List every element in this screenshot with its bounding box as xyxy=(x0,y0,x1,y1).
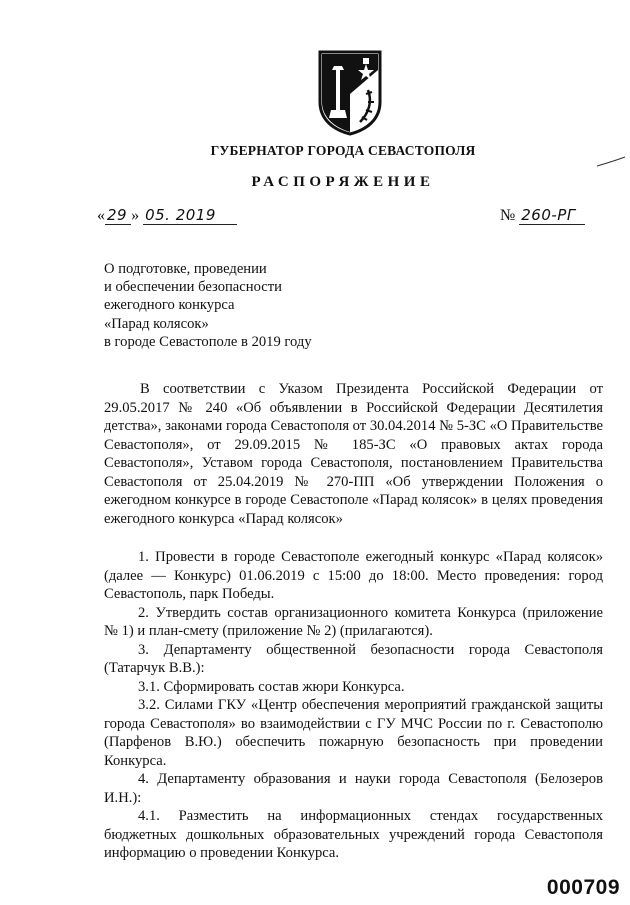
date-day: 29 xyxy=(105,206,131,225)
subject-line: О подготовке, проведении xyxy=(104,261,267,277)
decree-number xyxy=(500,206,585,225)
decree-subject xyxy=(104,260,312,351)
decree-item: 1. Провести в городе Севастополе ежегодный конкурс «Парад колясок» (далее — Конкурс) 01.06.2019 с 15:00 до 18:00. Место проведения: город Севастополь, парк Победы. xyxy=(104,549,603,602)
date-open-quote: « xyxy=(97,207,105,224)
subject-line: в городе Севастополе в 2019 году xyxy=(104,333,312,350)
decree-item: 4. Департаменту образования и науки города Севастополя (Белозеров И.Н.): xyxy=(104,771,603,806)
decree-items xyxy=(104,548,603,863)
decree-item: 4.1. Разместить на информационных стендах государственных бюджетных дошкольных образовательных учреждений города Севастополя информацию о проведении Конкурса. xyxy=(104,808,603,861)
form-serial-number: 000709 xyxy=(546,876,620,899)
subject-line: ежегодного конкурса xyxy=(104,297,235,314)
number-value: 260-РГ xyxy=(519,206,585,225)
pen-stroke-mark xyxy=(596,156,626,168)
subject-line: и обеспечении безопасности xyxy=(104,279,282,296)
decree-item: 2. Утвердить состав организационного комитета Конкурса (приложение № 1) и план-смету (приложение № 2) (прилагаются). xyxy=(104,604,603,639)
document-type: РАСПОРЯЖЕНИЕ xyxy=(251,174,435,190)
decree-item: 3.2. Силами ГКУ «Центр обеспечения мероприятий гражданской защиты города Севастополя» во взаимодействии с ГУ МЧС России по г. Севастополю (Парфенов В.Ю.) обеспечить пожарную безопасность при проведении Конкурса. xyxy=(104,697,603,769)
number-prefix: № xyxy=(500,207,516,224)
issuing-authority: ГУБЕРНАТОР ГОРОДА СЕВАСТОПОЛЯ xyxy=(210,143,476,158)
decree-item: 3.1. Сформировать состав жюри Конкурса. xyxy=(138,678,405,695)
date-month-year: 05. 2019 xyxy=(143,206,237,225)
preamble-paragraph: В соответствии с Указом Президента Российской Федерации от 29.05.2017 № 240 «Об объявлении в Российской Федерации Десятилетия детства», законами города Севастополя от 30.04.2014 № 5-ЗС «О Правительстве Севастополя», от 29.09.2015 № 185-ЗС «О правовых актах города Севастополя», Уставом города Севастополя, постановлением Правительства Севастополя от 25.04.2019 № 270-ПП «Об утверждении Положения о ежегодном конкурсе в городе Севастополе «Парад колясок» в целях проведения ежегодного конкурса «Парад колясок» xyxy=(104,381,603,527)
coat-of-arms-icon xyxy=(316,50,384,136)
subject-line: «Парад колясок» xyxy=(104,315,209,332)
date-close-quote: » xyxy=(131,207,140,224)
decree-date xyxy=(97,206,237,225)
decree-item: 3. Департаменту общественной безопасности города Севастополя (Татарчук В.В.): xyxy=(104,641,603,676)
